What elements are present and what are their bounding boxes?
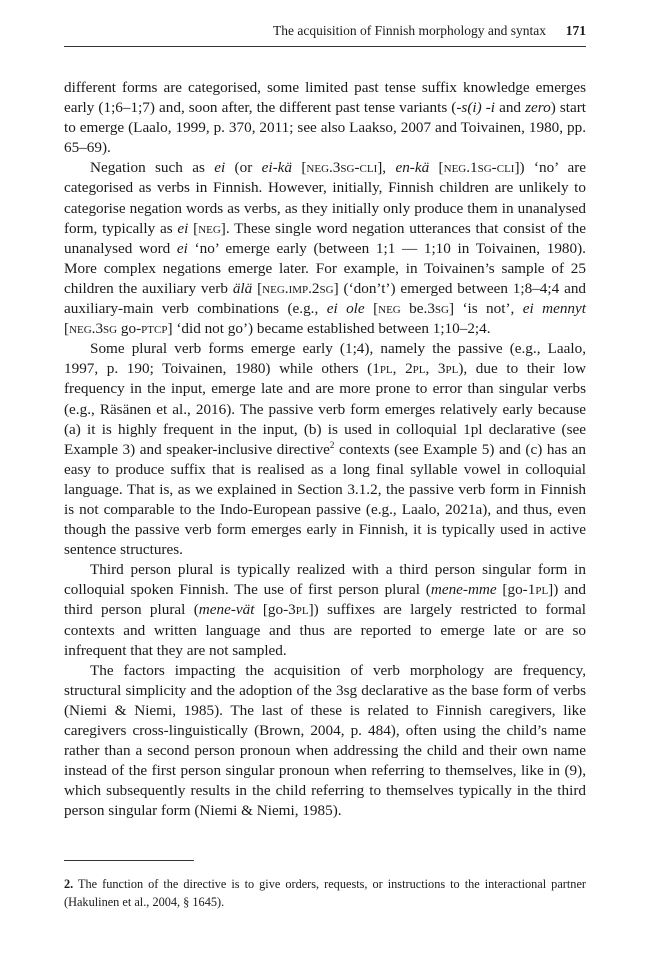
footnote-text: The function of the directive is to give orders, requests, or instructions to the interactional partner (Hakulinen et al., 2004, § 1645). (64, 877, 586, 909)
footnote-ref-2[interactable]: 2 (329, 439, 335, 450)
page-number: 171 (565, 23, 586, 38)
footnote-number: 2. (64, 877, 74, 891)
paragraph-3: Some plural verb forms emerge early (1;4), namely the passive (e.g., Laalo, 1997, p. 190; Toivainen, 1980) while others (1pl, 2pl, 3pl), due to their low frequency in the input, emerge late and are more prone to error than singular verbs (e.g., Räsänen et al., 2016). The passive verb form emerges relatively early because (a) it is highly frequent in the input, (b) is used in colloquial 1pl declarative (see Example 3) and speaker-inclusive directive$^2$ contexts (see Example 5) and (c) has an easy to produce suffix that is realised as a long final syllable vowel in colloquial language. That is, as we explained in Section 3.1.2, the passive verb form in Finnish is not comparable to the Indo-European passive (e.g., Laalo, 2021a), and thus, even though the passive verb form emerges early in Finnish, it is typically used in active sentence structures. (64, 340, 587, 559)
running-header (64, 18, 586, 47)
body-text (64, 78, 586, 821)
paragraph-1: different forms are categorised, some limited past tense suffix knowledge emerges early (1;6–1;7) and, soon after, the different past tense variants (-s(i) -i and zero) start to emerge (Laalo, 1999, p. 370, 2011; see also Laakso, 2007 and Toivainen, 1980, pp. 65–69). (64, 79, 586, 157)
paragraph-4: Third person plural is typically realized with a third person singular form in colloquial spoken Finnish. The use of first person plural (mene-mme [go-1pl]) and third person plural (mene-vät [go-3pl]) suffixes are largely restricted to formal contexts and written language and thus are reported to emerge late or are so infrequent that they are not sampled. (64, 561, 586, 659)
paragraph-2: Negation such as ei (or ei-kä [neg.3sg-cli], en-kä [neg.1sg-cli]) ‘no’ are categorised as verbs in Finnish. However, initially, Finnish children are unlikely to categorise negation words as verbs, as they initially only produce them in unanalysed form, typically as ei [neg]. These single word negation utterances that consist of the unanalysed word ei ‘no’ emerge early (between 1;1 — 1;10 in Toivainen, 1980). More complex negations emerge later. For example, in Toivainen’s sample of 25 children the auxiliary verb älä [neg.imp.2sg] (‘don’t’) emerged between 1;8–4;4 and auxiliary-main verb combinations (e.g., ei ole [neg be.3sg] ‘is not’, ei mennyt [neg.3sg go-ptcp] ‘did not go’) became established between 1;10–2;4. (64, 159, 587, 338)
running-title: The acquisition of Finnish morphology and syntax (273, 23, 546, 38)
paragraph-5: The factors impacting the acquisition of verb morphology are frequency, structural simplicity and the adoption of the 3sg declarative as the base form of verbs (Niemi & Niemi, 1985). The last of these is related to Finnish caregivers, like caregivers cross-linguistically (Brown, 2004, p. 484), often using the child’s name rather than a second person pronoun when addressing the child and their own name instead of the first person singular pronoun when referring to themselves, like in (9), which subsequently results in the child referring to themselves typically in the third person singular form (Niemi & Niemi, 1985). (64, 661, 586, 820)
footnote-rule (64, 860, 194, 861)
footnote-2 (64, 876, 586, 911)
